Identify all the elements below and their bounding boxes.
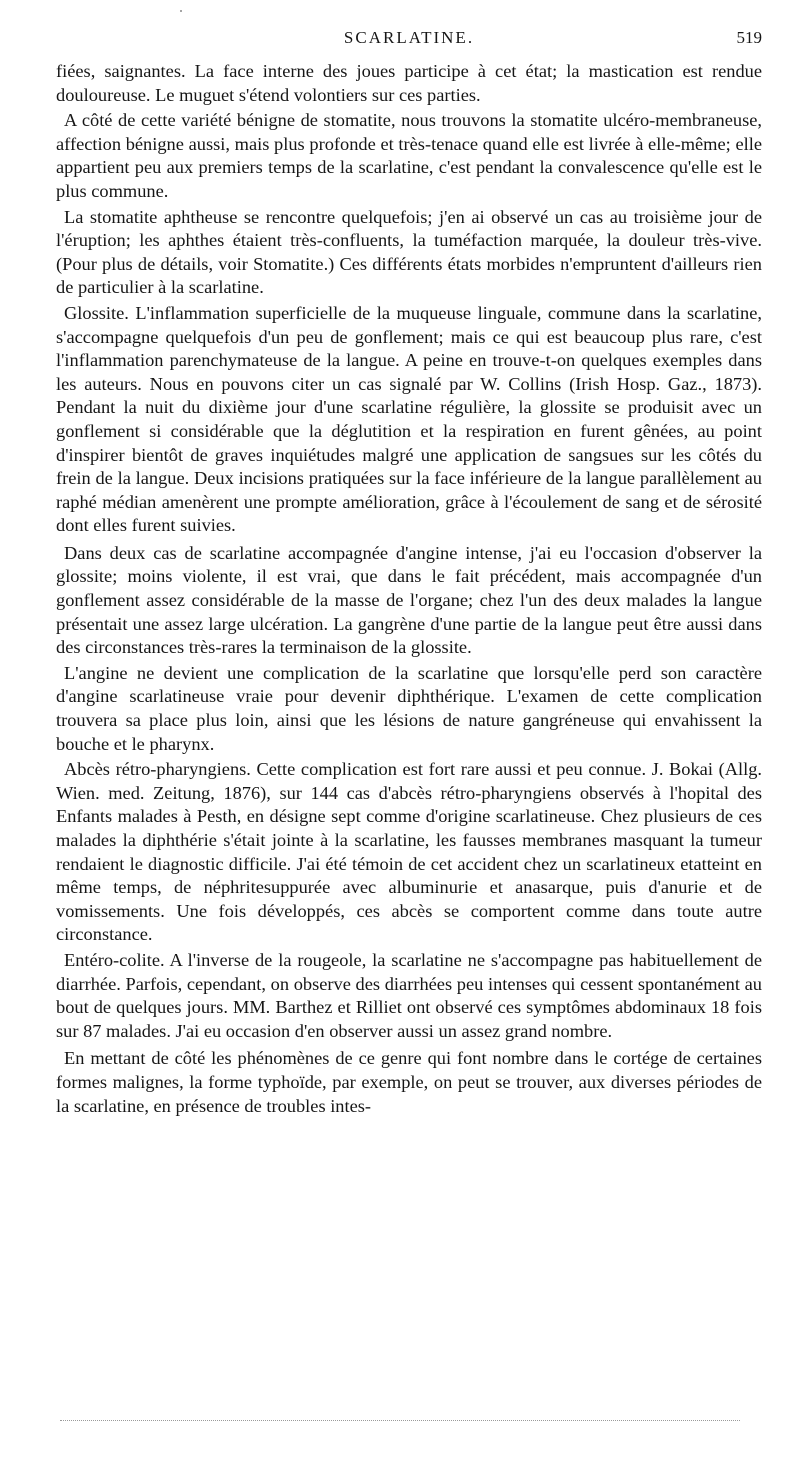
paragraph-entero-colite: Entéro-colite. A l'inverse de la rougeole, la scarlatine ne s'accompagne pas habituellement de diarrhée. Parfois, cependant, on observe des diarrhées peu intenses qui cessent spontanément au bout de quelques jours. MM. Barthez et Rilliet ont observé ces symptômes abdominaux 18 fois sur 87 malades. J'ai eu occasion d'en observer aussi un assez grand nombre. <box>56 949 762 1041</box>
paragraph-abces-retro-pharyngiens: Abcès rétro-pharyngiens. Cette complication est fort rare aussi et peu connue. J. Bokai (Allg. Wien. med. Zeitung, 1876), sur 144 cas d'abcès rétro-pharyngiens observés à l'hopital des Enfants malades à Pesth, en désigne sept comme d'origine scarlatineuse. Chez plusieurs de ces malades la diphthérie s'était jointe à la scarlatine, les fausses membranes masquant la tumeur rendaient le diagnostic difficile. J'ai été témoin de cet accident chez un scarlatineux etatteint en même temps, de néphritesuppurée avec albuminurie et anasarque, puis d'anurie et de vomissements. Une fois développés, ces abcès se comportent comme dans toute autre circonstance. <box>56 759 762 945</box>
paragraph-glossite: Glossite. L'inflammation superficielle de la muqueuse linguale, commune dans la scarlatine, s'accompagne quelquefois d'un peu de gonflement; mais ce qui est beaucoup plus rare, c'est l'inflammation parenchymateuse de la langue. A peine en trouve-t-on quelques exemples dans les auteurs. Nous en pouvons citer un cas signalé par W. Collins (Irish Hosp. Gaz., 1873). Pendant la nuit du dixième jour d'une scarlatine régulière, la glossite se produisit avec un gonflement si considérable que la déglutition et la respiration en furent gênées, au point d'inspirer bientôt de graves inquiétudes malgré une application de sangsues sur les côtés du frein de la langue. Deux incisions pratiquées sur la face inférieure de la langue parallèlement au raphé médian amenèrent une prompte amélioration, grâce à l'écoulement de sang et de sérosité dont elles furent suivies. <box>56 302 762 536</box>
paragraph-stomatite-aphtheuse: La stomatite aphtheuse se rencontre quelquefois; j'en ai observé un cas au troisième jour de l'éruption; les aphthes étaient très-confluents, la tuméfaction marquée, la douleur très-vive. (Pour plus de détails, voir Stomatite.) Ces différents états morbides n'empruntent d'ailleurs rien de particulier à la scarlatine. <box>56 206 762 298</box>
paragraph-angine: L'angine ne devient une complication de la scarlatine que lorsqu'elle perd son caractère d'angine scarlatineuse vraie pour devenir diphthérique. L'examen de cette complication trouvera sa place plus loin, ainsi que les lésions de nature gangréneuse qui envahissent la bouche et le pharynx. <box>56 662 762 754</box>
bottom-dotted-rule <box>60 1418 740 1421</box>
print-speck <box>180 10 182 12</box>
paragraph-stomatite-ulcero-membraneuse: A côté de cette variété bénigne de stomatite, nous trouvons la stomatite ulcéro-membraneuse, affection bénigne aussi, mais plus profonde et très-tenace quand elle est livrée à elle-même; elle appartient peu aux premiers temps de la scarlatine, c'est pendant la convalescence qu'elle est le plus commune. <box>56 110 762 201</box>
page-number: 519 <box>736 28 762 47</box>
paragraph-continuation: fiées, saignantes. La face interne des joues participe à cet état; la mastication est rendue douloureuse. Le muguet s'étend volontiers sur ces parties. <box>56 61 762 105</box>
running-header <box>56 28 762 54</box>
paragraph-glossite-cases: Dans deux cas de scarlatine accompagnée d'angine intense, j'ai eu l'occasion d'observer la glossite; moins violente, il est vrai, que dans le fait précédent, mais accompagnée d'un gonflement assez considérable de la masse de l'organe; chez l'un des deux malades la langue présentait une assez large ulcération. La gangrène d'une partie de la langue peut être aussi dans des circonstances très-rares la terminaison de la glossite. <box>56 542 762 658</box>
book-page <box>56 28 762 1120</box>
running-title: SCARLATINE. <box>343 28 475 47</box>
paragraph-troubles-intestinaux: En mettant de côté les phénomènes de ce genre qui font nombre dans le cortége de certaines formes malignes, la forme typhoïde, par exemple, on peut se trouver, aux diverses périodes de la scarlatine, en présence de troubles intes- <box>56 1048 762 1116</box>
page-body <box>56 60 762 1118</box>
